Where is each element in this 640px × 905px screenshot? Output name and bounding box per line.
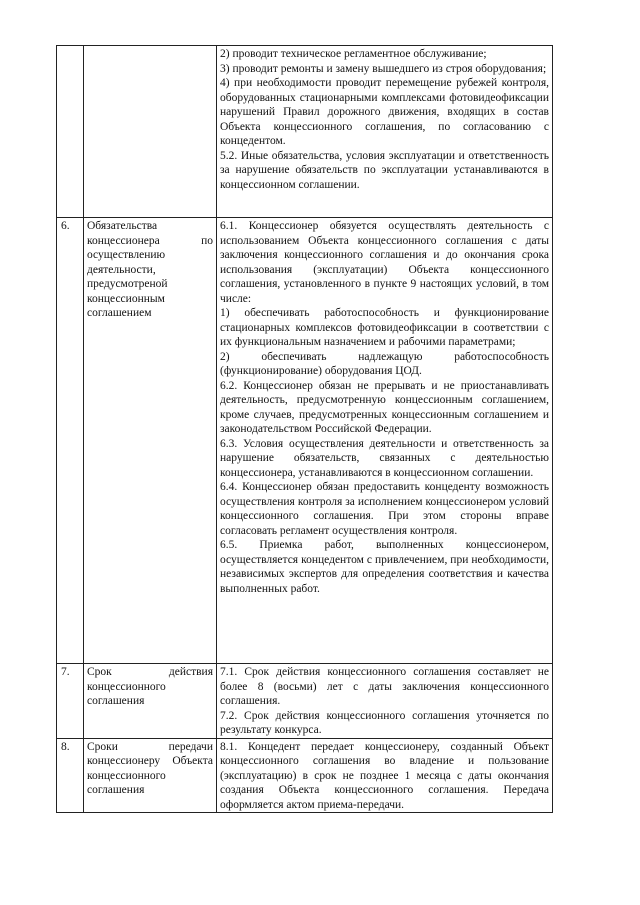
paragraph: 3) проводит ремонты и замену вышедшего из строя оборудования;: [220, 62, 547, 75]
table-row: [57, 664, 553, 739]
row-number: 7.: [57, 664, 84, 739]
row-title: [84, 46, 217, 218]
document-page: [56, 45, 552, 813]
paragraph: 6.3. Условия осуществления деятельности и ответственность за нарушение обязательств, связанных с деятельностью концессионера, устанавливаются в концессионном соглашении.: [220, 437, 549, 479]
row-content: [217, 664, 553, 739]
paragraph: 2) проводит техническое регламентное обслуживание;: [220, 48, 487, 60]
row-number: [57, 46, 84, 218]
row-content: [217, 738, 553, 813]
paragraph: 6.2. Концессионер обязан не прерывать и не приостанавливать деятельность, предусмотренную концессионным соглашением, кроме случаев, предусмотренных концессионным соглашением и законодательством Российской Федерации.: [220, 379, 549, 435]
row-title: Обязательства концессионера по осуществлению деятельности, предусмотреной концессионным соглашением: [84, 218, 217, 664]
row-number: 6.: [57, 218, 84, 664]
row-number: 8.: [57, 738, 84, 813]
paragraph: 1) обеспечивать работоспособность и функционирование стационарных комплексов фотовидеофиксации в соответствии с их функциональным назначением и рабочими параметрами;: [220, 307, 549, 348]
table-row: [57, 738, 553, 813]
row-title: Сроки передачи концессионеру Объекта концессионного соглашения: [84, 738, 217, 813]
table-row: [57, 218, 553, 664]
table-row: [57, 46, 553, 218]
paragraph: 4) при необходимости проводит перемещение рубежей контроля, оборудованных стационарными комплексами фотовидеофиксации нарушений Правил дорожного движения, входящих в состав Объекта концессионного соглашения, по согласованию с концедентом.: [220, 77, 549, 147]
row-content: [217, 218, 553, 664]
paragraph: 6.1. Концессионер обязуется осуществлять деятельность с использованием Объекта концессионного соглашения с даты заключения концессионного соглашения и до окончания срока использования (эксплуатации) Объекта концессионного соглашения, установленного в пункте 9 настоящих условий, в том числе:: [220, 220, 549, 305]
paragraph: 7.2. Срок действия концессионного соглашения уточняется по результату конкурса.: [220, 709, 549, 736]
paragraph: 6.5. Приемка работ, выполненных концессионером, осуществляется концедентом с привлечением, при необходимости, независимых экспертов для определения соответствия и качества выполненных работ.: [220, 539, 549, 595]
paragraph: 2) обеспечивать надлежащую работоспособность (функционирование) оборудования ЦОД.: [220, 350, 549, 377]
conditions-table: [56, 45, 553, 813]
row-title: Срок действия концессионного соглашения: [84, 664, 217, 739]
paragraph: 6.4. Концессионер обязан предоставить концеденту возможность осуществления контроля за исполнением концессионером условий концессионного соглашения. При этом стороны вправе согласовать регламент осуществления контроля.: [220, 481, 549, 537]
paragraph: 8.1. Концедент передает концессионеру, созданный Объект концессионного соглашения во владение и пользование (эксплуатацию) в срок не позднее 1 месяца с даты окончания создания Объекта концессионного соглашения. Передача оформляется актом приема-передачи.: [220, 740, 549, 811]
row-content: [217, 46, 553, 218]
paragraph: 7.1. Срок действия концессионного соглашения составляет не более 8 (восьми) лет с даты заключения концессионного соглашения.: [220, 666, 549, 707]
paragraph: 5.2. Иные обязательства, условия эксплуатации и ответственность за нарушение обязательств по эксплуатации устанавливаются в концессионном соглашении.: [220, 149, 549, 191]
